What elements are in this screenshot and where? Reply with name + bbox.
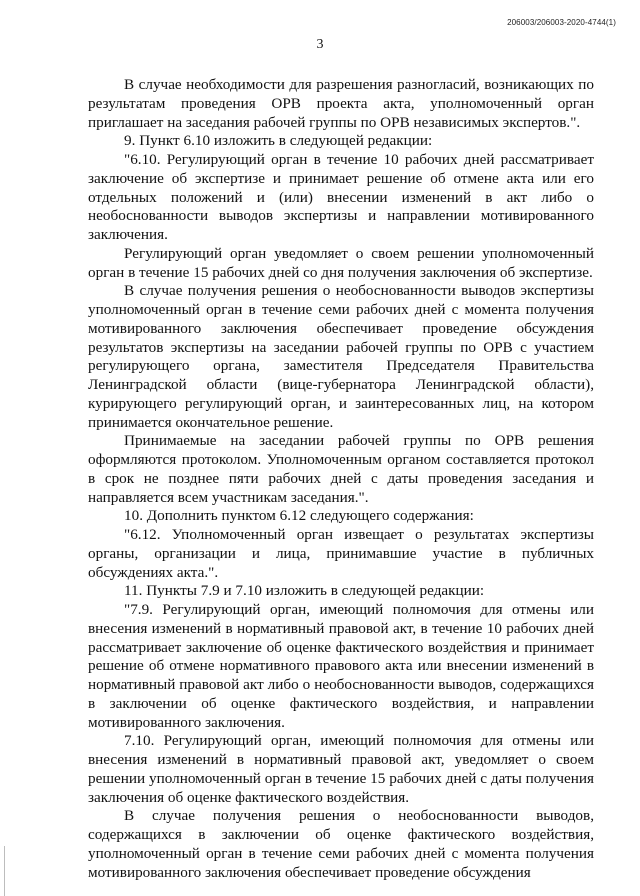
scan-edge-line <box>4 846 5 896</box>
paragraph: Принимаемые на заседании рабочей группы по ОРВ решения оформляются протоколом. Уполномоченным органом составляется протокол в срок не позднее пяти рабочих дней с даты проведения заседания и направляется всем участникам заседания.". <box>88 432 594 506</box>
paragraph: 9. Пункт 6.10 изложить в следующей редакции: <box>124 132 433 150</box>
paragraph: Регулирующий орган уведомляет о своем решении уполномоченный орган в течение 15 рабочих дней со дня получения заключения об экспертизе. <box>88 244 594 281</box>
paragraph: "6.10. Регулирующий орган в течение 10 рабочих дней рассматривает заключение об экспертизе и принимает решение об отмене акта или его отдельных положений и (или) внесении изменений в акт либо о необоснованности выводов экспертизы и направлении мотивированного заключения. <box>88 151 594 243</box>
document-id: 206003/206003-2020-4744(1) <box>507 18 616 27</box>
document-body <box>88 76 594 882</box>
paragraph: 7.10. Регулирующий орган, имеющий полномочия для отмены или внесения изменений в нормативный правовой акт, уведомляет о своем решении уполномоченный орган в течение 15 рабочих дней с даты получения заключения об оценке фактического воздействия. <box>88 732 594 806</box>
paragraph: В случае получения решения о необоснованности выводов, содержащихся в заключении об оценке фактического воздействия, уполномоченный орган в течение семи рабочих дней с момента получения мотивированного заключения обеспечивает проведение обсуждения <box>88 807 594 881</box>
page-number: 3 <box>316 37 324 52</box>
paragraph: "7.9. Регулирующий орган, имеющий полномочия для отмены или внесения изменений в нормативный правовой акт, в течение 10 рабочих дней рассматривает заключение об оценке фактического воздействия и принимает решение об отмене нормативного правового акта или внесении изменений в нормативный правовой акт либо о необоснованности выводов, содержащихся в заключении об оценке фактического воздействия, и направлении мотивированного заключения. <box>88 601 594 731</box>
paragraph: "6.12. Уполномоченный орган извещает о результатах экспертизы органы, организации и лица, принимавшие участие в публичных обсуждениях акта.". <box>88 526 594 581</box>
paragraph: 11. Пункты 7.9 и 7.10 изложить в следующей редакции: <box>124 582 485 600</box>
paragraph: В случае получения решения о необоснованности выводов экспертизы уполномоченный орган в течение семи рабочих дней с момента получения мотивированного заключения обеспечивает проведение обсуждения результатов экспертизы на заседании рабочей группы по ОРВ с участием регулирующего органа, заместителя Председателя Правительства Ленинградской области (вице-губернатора Ленинградской области), курирующего регулирующий орган, и заинтересованных лиц, на котором принимается окончательное решение. <box>88 282 594 431</box>
paragraph: 10. Дополнить пунктом 6.12 следующего содержания: <box>124 507 474 525</box>
paragraph: В случае необходимости для разрешения разногласий, возникающих по результатам проведения ОРВ проекта акта, уполномоченный орган приглашает на заседания рабочей группы по ОРВ независимых экспертов.". <box>88 76 594 131</box>
